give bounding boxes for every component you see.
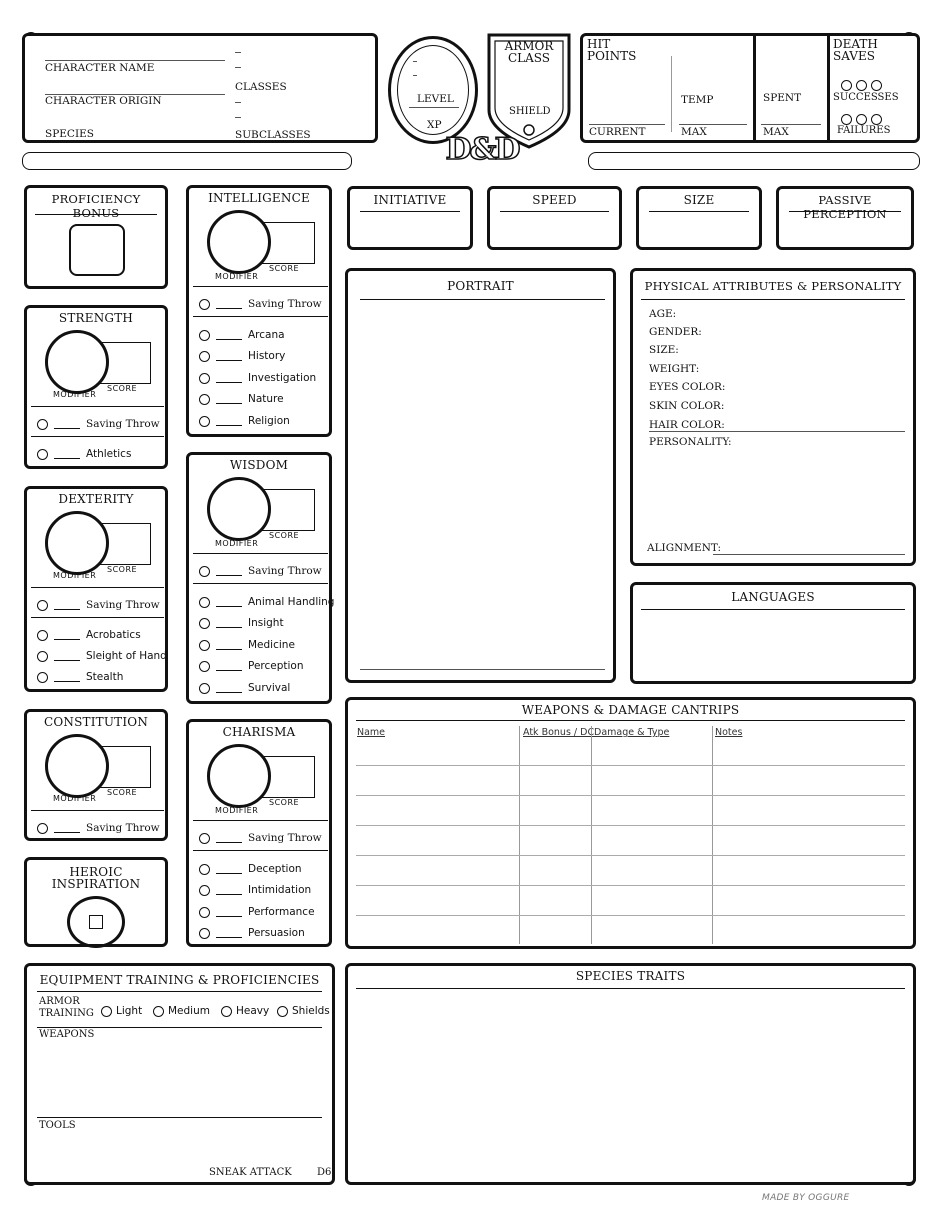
weapons-title: WEAPONS & DAMAGE CANTRIPS [521,703,740,717]
skill-intimidation[interactable]: Intimidation [199,884,311,896]
size-field-label: SIZE: [649,344,679,356]
weapons-table [345,697,916,949]
subclasses-label: SUBCLASSES [235,129,311,141]
physical-attributes-box [630,268,916,566]
portrait-box[interactable] [345,268,616,683]
hit-points-label: HIT POINTS [587,37,637,63]
constitution-panel: CONSTITUTION MODIFIER SCORE Saving Throw [24,709,168,841]
intelligence-saving-throw[interactable]: Saving Throw [199,298,322,310]
col-notes: Notes [715,727,743,738]
temp-label: TEMP [681,94,714,106]
intelligence-title: INTELLIGENCE [208,191,310,205]
hit-points-panel [580,33,920,143]
skill-arcana[interactable]: Arcana [199,329,285,341]
spent-label: SPENT [763,92,802,104]
tools-label: TOOLS [39,1120,76,1131]
col-name: Name [357,727,386,738]
success-checkboxes[interactable] [841,80,886,91]
constitution-saving-throw[interactable]: Saving Throw [37,822,160,834]
character-info-panel [22,33,378,143]
current-label: CURRENT [589,126,646,138]
alignment-label: ALIGNMENT: [647,542,722,554]
dnd-logo-text: D&D [445,132,519,167]
armor-heavy[interactable]: Heavy [221,1005,269,1017]
skill-performance[interactable]: Performance [199,906,315,918]
heroic-inspiration-box [24,857,168,947]
hp-banner [588,152,920,170]
strength-panel: STRENGTH MODIFIER SCORE Saving Throw Athletics [24,305,168,469]
speed-box [487,186,622,250]
skill-deception[interactable]: Deception [199,863,302,875]
proficiency-bonus-box [24,185,168,289]
death-saves-label: DEATH SAVES [833,37,878,63]
strength-saving-throw[interactable]: Saving Throw [37,418,160,430]
skill-medicine[interactable]: Medicine [199,639,295,651]
dexterity-title: DEXTERITY [58,492,134,506]
skin-color-label: SKIN COLOR: [649,400,725,412]
armor-class-label: ARMOR CLASS [504,39,554,65]
successes-label: SUCCESSES [833,92,899,103]
weapons-prof-label: WEAPONS [39,1029,95,1040]
constitution-title: CONSTITUTION [43,715,149,729]
skill-religion[interactable]: Religion [199,415,290,427]
character-name-label: CHARACTER NAME [45,62,155,74]
intelligence-panel: INTELLIGENCE MODIFIER SCORE Saving Throw Arcana History Investigation Nature Religion [186,185,332,437]
equipment-title: EQUIPMENT TRAINING & PROFICIENCIES [39,973,320,987]
skill-investigation[interactable]: Investigation [199,372,316,384]
col-atk-bonus: Atk Bonus / DC [523,727,595,738]
eyes-color-label: EYES COLOR: [649,381,726,393]
wisdom-saving-throw[interactable]: Saving Throw [199,565,322,577]
size-label: SIZE [683,193,715,207]
name-banner [22,152,352,170]
personality-label: PERSONALITY: [649,436,732,448]
portrait-label: PORTRAIT [447,279,514,293]
level-oval [388,36,478,144]
proficiency-bonus-label: PROFICIENCY BONUS [51,192,141,220]
armor-light[interactable]: Light [101,1005,142,1017]
passive-perception-label: PASSIVE PERCEPTION [803,193,887,221]
languages-box [630,582,916,684]
dexterity-panel: DEXTERITY MODIFIER SCORE Saving Throw Acrobatics Sleight of Hand Stealth [24,486,168,692]
skill-nature[interactable]: Nature [199,393,284,405]
col-damage-type: Damage & Type [594,727,670,738]
skill-sleight-of-hand[interactable]: Sleight of Hand [37,650,167,662]
max-label: MAX [681,126,707,138]
skill-perception[interactable]: Perception [199,660,304,672]
heroic-inspiration-label: HEROIC INSPIRATION [51,865,141,891]
skill-persuasion[interactable]: Persuasion [199,927,305,939]
armor-medium[interactable]: Medium [153,1005,210,1017]
skill-survival[interactable]: Survival [199,682,290,694]
species-traits-box[interactable] [345,963,916,1185]
level-label: LEVEL [417,93,454,105]
footer-credit: MADE BY OGGURE [762,1193,850,1203]
size-box [636,186,762,250]
failure-checkboxes[interactable] [841,114,886,125]
weight-label: WEIGHT: [649,363,700,375]
initiative-label: INITIATIVE [373,193,447,207]
skill-acrobatics[interactable]: Acrobatics [37,629,141,641]
equipment-training-box [24,963,335,1185]
skill-athletics[interactable]: Athletics [37,448,131,460]
dnd-logo [440,132,524,180]
wisdom-panel: WISDOM MODIFIER SCORE Saving Throw Animal Handling Insight Medicine Perception Survival [186,452,332,704]
sneak-attack-label: SNEAK ATTACK [209,1167,292,1178]
strength-title: STRENGTH [58,311,134,325]
skill-insight[interactable]: Insight [199,617,284,629]
armor-shields[interactable]: Shields [277,1005,330,1017]
inspiration-checkbox[interactable] [89,915,103,929]
initiative-box [347,186,473,250]
xp-label: XP [427,119,442,131]
passive-perception-box [776,186,914,250]
physical-attributes-title: PHYSICAL ATTRIBUTES & PERSONALITY [644,279,902,293]
hair-color-label: HAIR COLOR: [649,419,725,431]
armor-training-label: ARMOR TRAINING [39,996,94,1019]
gender-label: GENDER: [649,326,702,338]
character-origin-label: CHARACTER ORIGIN [45,95,162,107]
skill-stealth[interactable]: Stealth [37,671,123,683]
dexterity-saving-throw[interactable]: Saving Throw [37,599,160,611]
shield-label: SHIELD [509,106,551,117]
species-traits-title: SPECIES TRAITS [575,969,686,983]
species-label: SPECIES [45,128,94,140]
hd-max-label: MAX [763,126,789,138]
sneak-attack-die: D6 [317,1167,332,1178]
speed-label: SPEED [532,193,577,207]
charisma-panel: CHARISMA MODIFIER SCORE Saving Throw Deception Intimidation Performance Persuasion [186,719,332,947]
age-label: AGE: [649,308,677,320]
wisdom-title: WISDOM [229,458,289,472]
failures-label: FAILURES [837,125,891,136]
charisma-title: CHARISMA [222,725,296,739]
languages-label: LANGUAGES [731,590,815,604]
skill-animal-handling[interactable]: Animal Handling [199,596,334,608]
skill-history[interactable]: History [199,350,285,362]
charisma-saving-throw[interactable]: Saving Throw [199,832,322,844]
classes-label: CLASSES [235,81,287,93]
